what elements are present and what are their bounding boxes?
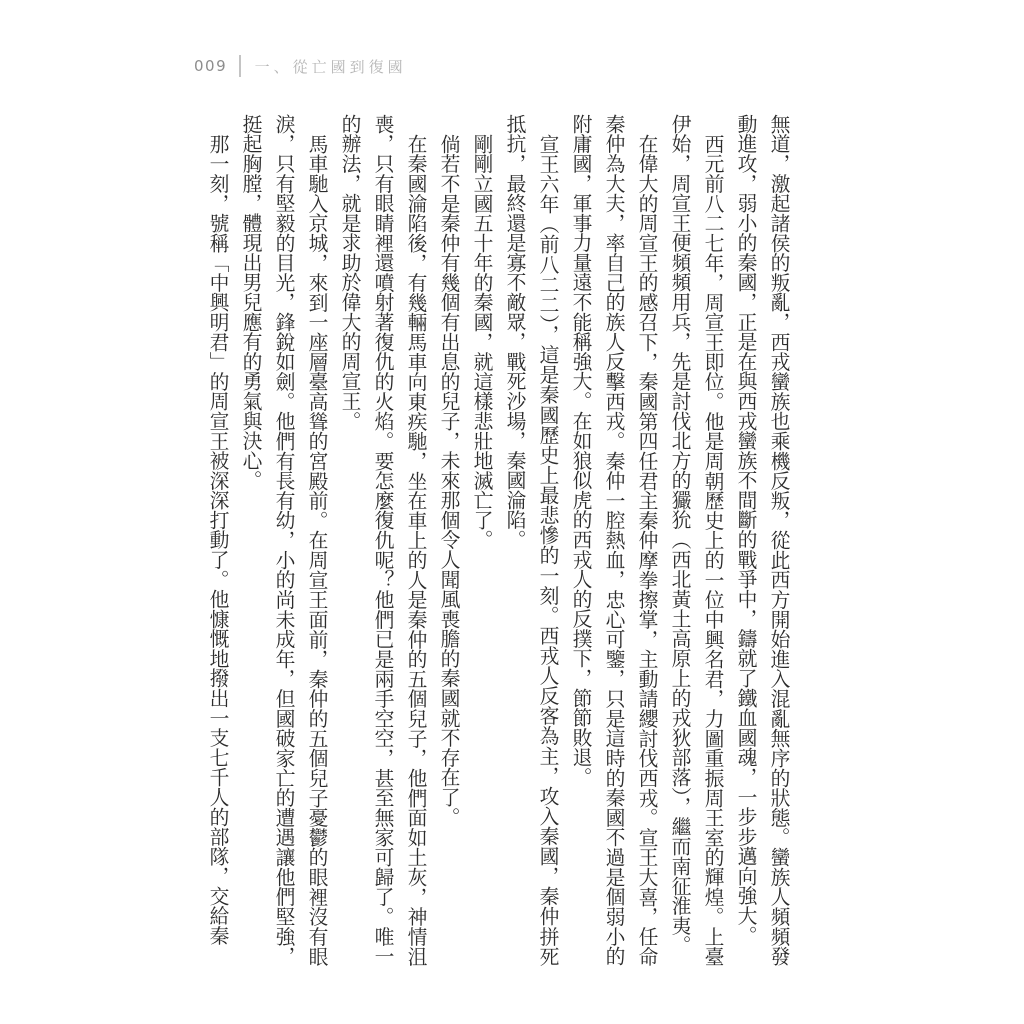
paragraph-6: 倘若不是秦仲有幾個有出息的兒子，未來那個令人聞風喪膽的秦國就不存在了。 bbox=[437, 133, 460, 827]
page-number: 009 bbox=[194, 57, 228, 75]
header-divider bbox=[239, 55, 241, 77]
paragraph-4: 宣王六年（前八二二），這是秦國歷史上最悲慘的一刻。西戎人反客為主，攻入秦國，秦仲拼死抵抗，最終還是寡不敵眾，戰死沙場，秦國淪陷。 bbox=[503, 114, 559, 966]
page-header bbox=[194, 54, 407, 78]
paragraph-8: 馬車馳入京城，來到一座層臺高聳的宮殿前。在周宣王面前，秦仲的五個兒子憂鬱的眼裡沒有眼淚，只有堅毅的目光，鋒銳如劍。他們有長有幼，小的尚未成年，但國破家亡的遭遇讓他們堅強，挺起胸膛，體現出男兒應有的勇氣與決心。 bbox=[239, 114, 328, 966]
paragraph-3: 在偉大的周宣王的感召下，秦國第四任君主秦仲摩拳擦掌，主動請纓討伐西戎。宣王大喜，任命秦仲為大夫，率自己的族人反擊西戎。秦仲一腔熱血，忠心可鑒，只是這時的秦國不過是個弱小的附庸國，軍事力量遠不能稱強大。在如狼似虎的西戎人的反撲下，節節敗退。 bbox=[569, 114, 658, 966]
paragraph-1: 無道，激起諸侯的叛亂，西戎蠻族也乘機反叛，從此西方開始進入混亂無序的狀態。蠻族人頻頻發動進攻，弱小的秦國，正是在與西戎蠻族不間斷的戰爭中，鑄就了鐵血國魂，一步步邁向強大。 bbox=[734, 114, 790, 966]
paragraph-5: 剛剛立國五十年的秦國，就這樣悲壯地滅亡了。 bbox=[470, 133, 493, 550]
paragraph-9: 那一刻，號稱「中興明君」的周宣王被深深打動了。他慷慨地撥出一支七千人的部隊，交給秦 bbox=[206, 133, 229, 946]
body-text-block bbox=[199, 114, 795, 966]
chapter-title: 一、從亡國到復國 bbox=[254, 57, 407, 76]
paragraph-7: 在秦國淪陷後，有幾輛馬車向東疾馳，坐在車上的人是秦仲的五個兒子，他們面如土灰，神情沮喪，只有眼睛裡還噴射著復仇的火焰。要怎麼復仇呢？他們已是兩手空空，甚至無家可歸了。唯一的辦法，就是求助於偉大的周宣王。 bbox=[338, 114, 427, 966]
paragraph-2: 西元前八二七年，周宣王即位。他是周朝歷史上的一位中興名君，力圖重振周王室的輝煌。上臺伊始，周宣王便頻頻用兵，先是討伐北方的玁狁（西北黃土高原上的戎狄部落），繼而南征淮夷。 bbox=[668, 114, 724, 966]
